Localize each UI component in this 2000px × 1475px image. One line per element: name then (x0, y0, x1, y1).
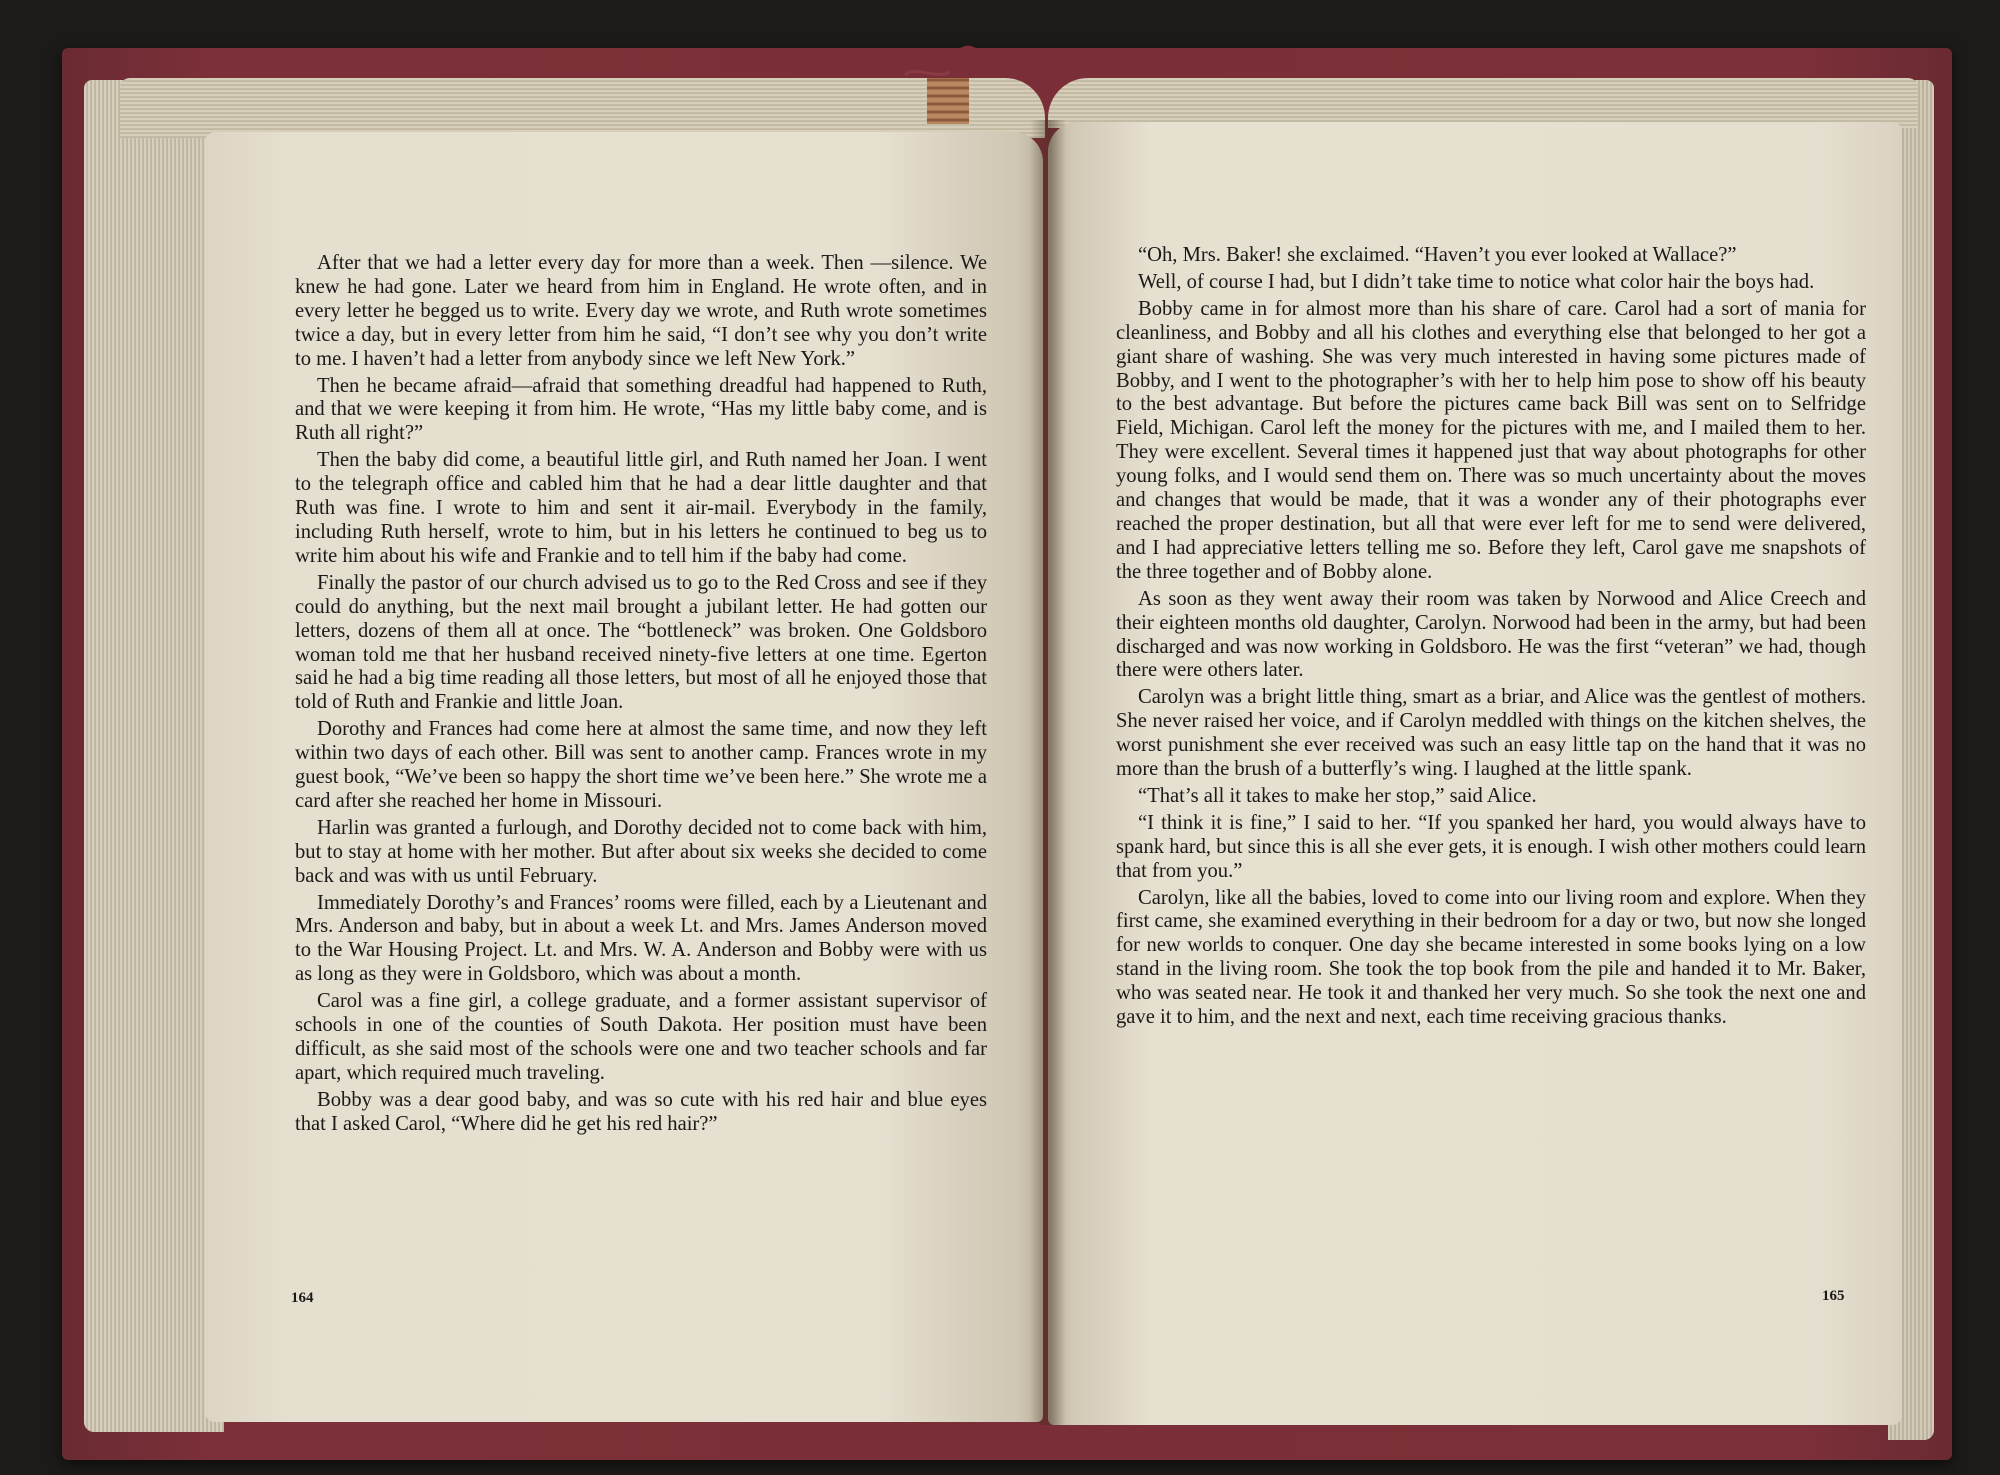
paragraph: Bobby was a dear good baby, and was so cute with his red hair and blue eyes that I asked Carol, “Where did he get his red hair?” (295, 1088, 987, 1135)
right-page (1048, 122, 1902, 1425)
paragraph: Carol was a fine girl, a college graduate, and a former assistant supervisor of schools in one of the counties of South Dakota. Her position must have been difficult, as she said most of the schools were one and two teacher schools and far apart, which required much traveling. (295, 990, 987, 1084)
page-number: 164 (291, 1290, 314, 1306)
paragraph: As soon as they went away their room was taken by Norwood and Alice Creech and their eighteen months old daughter, Carolyn. Norwood had been in the army, but had been discharged and was now working in Goldsboro. He was the first “veteran” we had, though there were others later. (1116, 587, 1866, 682)
paragraph: Immediately Dorothy’s and Frances’ rooms were filled, each by a Lieutenant and Mrs. Anderson and baby, but in about a week Lt. and Mrs. James Anderson moved to the War Housing Project. Lt. and Mrs. W. A. Anderson and Bobby were with us as long as they were in Goldsboro, which was about a month. (295, 891, 987, 986)
right-page-text (1116, 244, 1866, 1033)
paragraph: “Oh, Mrs. Baker! she exclaimed. “Haven’t you ever looked at Wallace?” (1138, 244, 1737, 266)
left-page (205, 132, 1043, 1422)
paragraph: Dorothy and Frances had come here at almost the same time, and now they left within two days of each other. Bill was sent to another camp. Frances wrote in my guest book, “We’ve been so happy the short time we’ve been here.” She wrote me a card after she reached her home in Missouri. (295, 718, 987, 812)
paragraph: Harlin was granted a furlough, and Dorothy decided not to come back with him, but to stay at home with her mother. But after about six weeks she decided to come back and was with us until February. (295, 816, 987, 887)
paragraph: Carolyn, like all the babies, loved to come into our living room and explore. When they first came, she examined everything in their bedroom for a day or two, but now she longed for new worlds to conquer. One day she became interested in some books lying on a low stand in the living room. She took the top book from the pile and handed it to Mr. Baker, who was seated near. He took it and thanked her very much. So she took the next one and gave it to him, and the next and next, each time receiving gracious thanks. (1116, 886, 1866, 1029)
paragraph: Bobby came in for almost more than his share of care. Carol had a sort of mania for cleanliness, and Bobby and all his clothes and everything else that belonged to her got a giant share of washing. She was very much interested in having some pictures made of Bobby, and I went to the photographer’s with her to help him pose to show off his beauty to the best advantage. But before the pictures came back Bill was sent on to Selfridge Field, Michigan. Carol left the money for the pictures with me, and I mailed them to her. They were excellent. Several times it happened just that way about photographs for other young folks, and I would send them on. There was so much uncertainty about the moves and changes that would be made, that it was a wonder any of their photographs ever reached the proper destination, but all that were ever left for me to send were delivered, and I had appreciative letters telling me so. Before they left, Carol gave me snapshots of the three together and of Bobby alone. (1116, 297, 1866, 583)
paragraph: “That’s all it takes to make her stop,” said Alice. (1138, 784, 1537, 807)
paragraph: Well, of course I had, but I didn’t take time to notice what color hair the boys had. (1138, 270, 1815, 293)
page-number: 165 (1822, 1288, 1845, 1304)
left-page-text (295, 252, 987, 1140)
bookmark-ribbon (865, 30, 1025, 126)
paragraph: After that we had a letter every day for more than a week. Then —silence. We knew he had gone. Later we heard from him in England. He wrote often, and in every letter he begged us to write. Every day we wrote, and Ruth wrote sometimes twice a day, but in every letter from him he said, “I don’t see why you don’t write to me. I haven’t had a letter from anybody since we left New York.” (295, 252, 987, 370)
paragraph: Finally the pastor of our church advised us to go to the Red Cross and see if they could do anything, but the next mail brought a jubilant letter. He had gotten our letters, dozens of them all at once. The “bottleneck” was broken. One Goldsboro woman told me that her husband received ninety-five letters at one time. Egerton said he had a big time reading all those letters, but most of all he enjoyed those that told of Ruth and Frankie and little Joan. (295, 571, 987, 714)
page-edges-left (84, 80, 224, 1432)
paragraph: “I think it is fine,” I said to her. “If you spanked her hard, you would always have to spank hard, but since this is all she ever gets, it is enough. I wish other mothers could learn that from you.” (1116, 811, 1866, 882)
paragraph: Then the baby did come, a beautiful little girl, and Ruth named her Joan. I went to the telegraph office and cabled him that he had a dear little daughter and that Ruth was fine. I wrote to him and sent it air-mail. Everybody in the family, including Ruth herself, wrote to him, but in his letters he continued to beg us to write him about his wife and Frankie and to tell him if the baby had come. (295, 449, 987, 567)
paragraph: Then he became afraid—afraid that something dreadful had happened to Ruth, and that we were keeping it from him. He wrote, “Has my little baby come, and is Ruth all right?” (295, 374, 987, 445)
gutter-shadow (1030, 120, 1066, 1425)
paragraph: Carolyn was a bright little thing, smart as a briar, and Alice was the gentlest of mothers. She never raised her voice, and if Carolyn meddled with things on the kitchen shelves, the worst punishment she ever received was such an easy little tap on the hand that it was no more than the brush of a butterfly’s wing. I laughed at the little spank. (1116, 686, 1866, 781)
page-edges-top-right (1048, 78, 1918, 128)
